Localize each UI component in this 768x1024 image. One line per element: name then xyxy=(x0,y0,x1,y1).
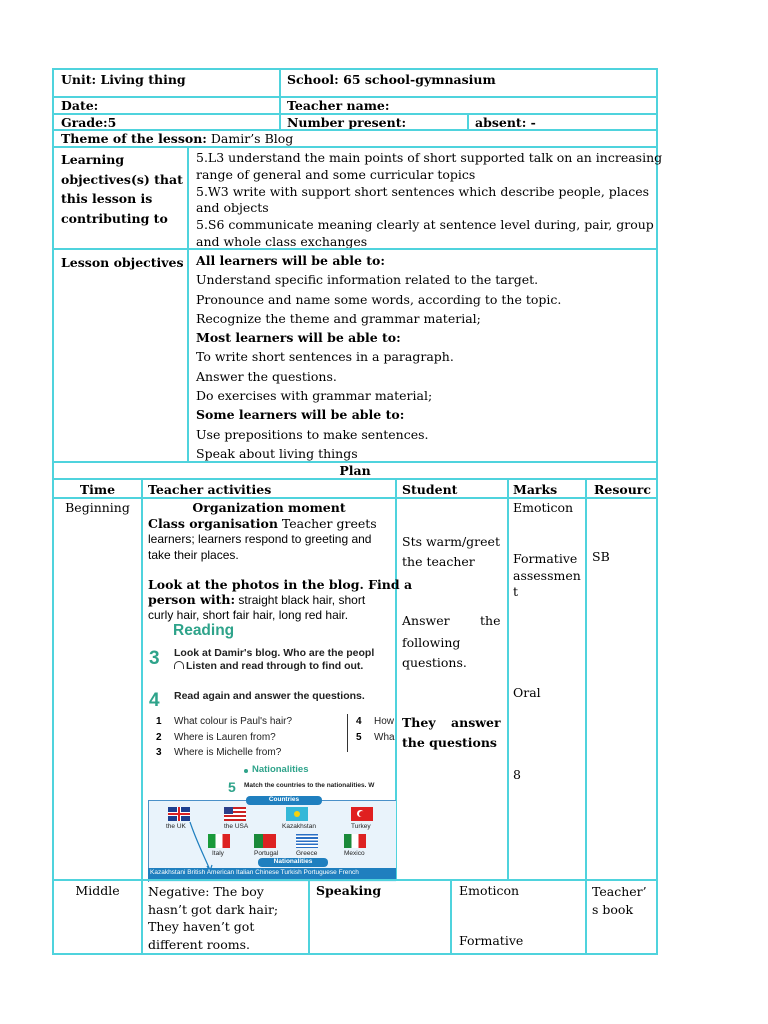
objective-item: Recognize the theme and grammar material; xyxy=(196,310,481,326)
resources-sb: SB xyxy=(592,549,610,564)
label-line: this lesson is xyxy=(61,191,153,206)
lesson-theme xyxy=(61,131,293,147)
teacher-line: hasn’t got dark hair; xyxy=(148,901,279,917)
usa-flag-icon xyxy=(224,807,246,821)
middle-time: Middle xyxy=(75,883,120,898)
country-label: Kazakhstan xyxy=(282,823,316,830)
objective-line: 5.L3 understand the main points of short supported talk on an increasing xyxy=(196,150,663,165)
objective-line: 5.W3 write with support short sentences which describe people, places xyxy=(196,183,650,199)
exercise-3-number: 3 xyxy=(149,648,160,669)
country-label: Greece xyxy=(296,850,318,857)
marks-number: 8 xyxy=(513,767,521,782)
resource-line: Teacher’ xyxy=(592,884,647,899)
question-text: Wha xyxy=(374,732,395,743)
col-time: Time xyxy=(79,482,116,497)
objective-item: Pronounce and name some words, according to the topic. xyxy=(196,291,562,307)
cell xyxy=(52,497,143,881)
country-label: Portugal xyxy=(254,850,279,857)
class-org-line: learners; learners respond to greeting and xyxy=(148,532,372,546)
student-answer: the xyxy=(480,613,501,628)
country-label: the UK xyxy=(166,823,186,830)
student-line: following xyxy=(402,635,461,650)
reading-heading: Reading xyxy=(173,622,235,639)
col-student: Student xyxy=(402,482,458,497)
middle-resources xyxy=(592,883,647,918)
cell xyxy=(52,248,189,463)
exercise-3-sub: Listen and read through to find out. xyxy=(186,660,364,672)
middle-marks-emoticon: Emoticon xyxy=(459,883,520,898)
objective-line: 5.S6 communicate meaning clearly at sentence level during, pair, group xyxy=(196,217,654,233)
question-text: How xyxy=(374,716,395,727)
organization-moment: Organization moment xyxy=(192,500,346,515)
some-learners-heading: Some learners will be able to: xyxy=(196,407,405,423)
marks-line: Formative xyxy=(513,551,578,566)
look-bold: person with: xyxy=(148,592,236,607)
marks-line: t xyxy=(513,584,519,599)
look-tail: straight black hair, short xyxy=(235,593,366,607)
nationalities-heading: Nationalities xyxy=(252,764,309,775)
student-line: the teacher xyxy=(402,553,475,569)
look-instruction-2 xyxy=(148,592,365,609)
exercise-4-number: 4 xyxy=(149,690,160,711)
number-present-label: Number present: xyxy=(287,115,407,130)
objective-line: and whole class exchanges xyxy=(196,233,368,249)
exercise-4-text: Read again and answer the questions. xyxy=(174,690,365,702)
middle-marks-formative: Formative xyxy=(459,933,524,948)
teacher-line: different rooms. xyxy=(148,936,250,952)
lesson-objectives-label: Lesson objectives xyxy=(61,255,184,270)
objective-item: Do exercises with grammar material; xyxy=(196,388,433,404)
marks-oral: Oral xyxy=(513,685,541,700)
student-answer: Answer xyxy=(402,613,450,628)
question-text: Where is Lauren from? xyxy=(174,732,276,743)
nationalities-bullet xyxy=(244,769,248,773)
greece-flag-icon xyxy=(296,834,318,848)
question-number: 1 xyxy=(156,716,162,727)
look-instruction: Look at the photos in the blog. Find a xyxy=(148,577,413,592)
countries-label: Countries xyxy=(268,796,300,803)
student-greet xyxy=(402,532,500,571)
teacher-line: Negative: The boy xyxy=(148,884,264,899)
marks-line: assessmen xyxy=(513,567,581,583)
teacher-name-label: Teacher name: xyxy=(287,98,390,113)
learning-objectives-label xyxy=(61,150,183,228)
question-number: 3 xyxy=(156,747,162,758)
student-line: questions. xyxy=(402,654,467,670)
country-label: the USA xyxy=(224,823,249,830)
marks-formative xyxy=(513,551,581,601)
objective-item: Speak about living things xyxy=(196,445,358,461)
textbook-excerpt xyxy=(146,620,396,882)
label-line: contributing to xyxy=(61,210,168,226)
label-line: objectives(s) that xyxy=(61,171,183,187)
nationalities-label: Nationalities xyxy=(273,858,313,865)
class-org-text: Teacher greets xyxy=(277,516,377,531)
mexico-flag-icon xyxy=(344,834,366,848)
country-label: Turkey xyxy=(351,823,371,830)
question-number: 5 xyxy=(356,732,362,743)
student-they: They xyxy=(402,715,436,730)
col-marks: Marks xyxy=(513,482,558,497)
objective-item: Answer the questions. xyxy=(196,368,337,384)
look-instruction-3: curly hair, short fair hair, long red hair. xyxy=(148,608,349,622)
objective-item: To write short sentences in a paragraph. xyxy=(196,349,454,365)
nationalities-list: Kazakhstani British American Italian Chinese Turkish Portuguese French xyxy=(150,869,359,876)
uk-flag-icon xyxy=(168,807,190,821)
theme-label: Theme of the lesson: xyxy=(61,131,207,146)
learning-objectives-text xyxy=(196,150,662,251)
middle-teacher xyxy=(148,883,278,953)
portugal-flag-icon xyxy=(254,834,276,848)
objective-item: Understand specific information related to the target. xyxy=(196,272,539,288)
objective-line: and objects xyxy=(196,200,269,216)
lesson-objectives-text xyxy=(196,251,561,463)
teacher-line: They haven’t got xyxy=(148,919,255,934)
beginning-time: Beginning xyxy=(65,500,130,515)
label-line: Learning xyxy=(61,152,125,167)
school-label: School: 65 school-gymnasium xyxy=(287,72,496,87)
exercise-5-text: Match the countries to the nationalities. W xyxy=(244,782,375,789)
unit-label: Unit: Living thing xyxy=(61,72,186,87)
marks-emoticon: Emoticon xyxy=(513,500,574,515)
turkey-flag-icon xyxy=(351,807,373,821)
student-the-questions: the questions xyxy=(402,735,497,750)
exercise-3-text: Look at Damir's blog. Who are the peopl xyxy=(174,647,375,659)
resource-line: s book xyxy=(592,901,634,917)
col-teacher: Teacher activities xyxy=(148,482,272,497)
theme-value: Damir’s Blog xyxy=(206,131,294,146)
question-text: What colour is Paul's hair? xyxy=(174,716,293,727)
student-answer-more xyxy=(402,633,467,672)
class-organisation xyxy=(148,516,377,532)
date-label: Date: xyxy=(61,98,99,113)
headphones-icon xyxy=(174,661,184,669)
exercise-5-number: 5 xyxy=(228,779,236,795)
absent-label: absent: - xyxy=(475,115,536,130)
most-learners-heading: Most learners will be able to: xyxy=(196,330,401,346)
student-line: Sts warm/greet xyxy=(402,534,500,549)
grade-label: Grade:5 xyxy=(61,115,117,130)
kazakhstan-flag-icon xyxy=(286,807,308,821)
objective-item: Use prepositions to make sentences. xyxy=(196,426,429,442)
middle-student: Speaking xyxy=(316,883,382,898)
question-number: 4 xyxy=(356,716,362,727)
class-org-label: Class organisation xyxy=(148,516,278,531)
all-learners-heading: All learners will be able to: xyxy=(196,253,385,268)
country-label: Italy xyxy=(212,850,224,857)
class-org-line: take their places. xyxy=(148,548,239,562)
country-label: Mexico xyxy=(344,850,365,857)
question-number: 2 xyxy=(156,732,162,743)
question-text: Where is Michelle from? xyxy=(174,747,282,758)
student-answer-word: answer xyxy=(451,715,501,730)
plan-title: Plan xyxy=(339,463,371,478)
objective-line: range of general and some curricular topics xyxy=(196,166,476,182)
col-resources: Resourc xyxy=(594,482,652,497)
divider xyxy=(347,714,348,752)
